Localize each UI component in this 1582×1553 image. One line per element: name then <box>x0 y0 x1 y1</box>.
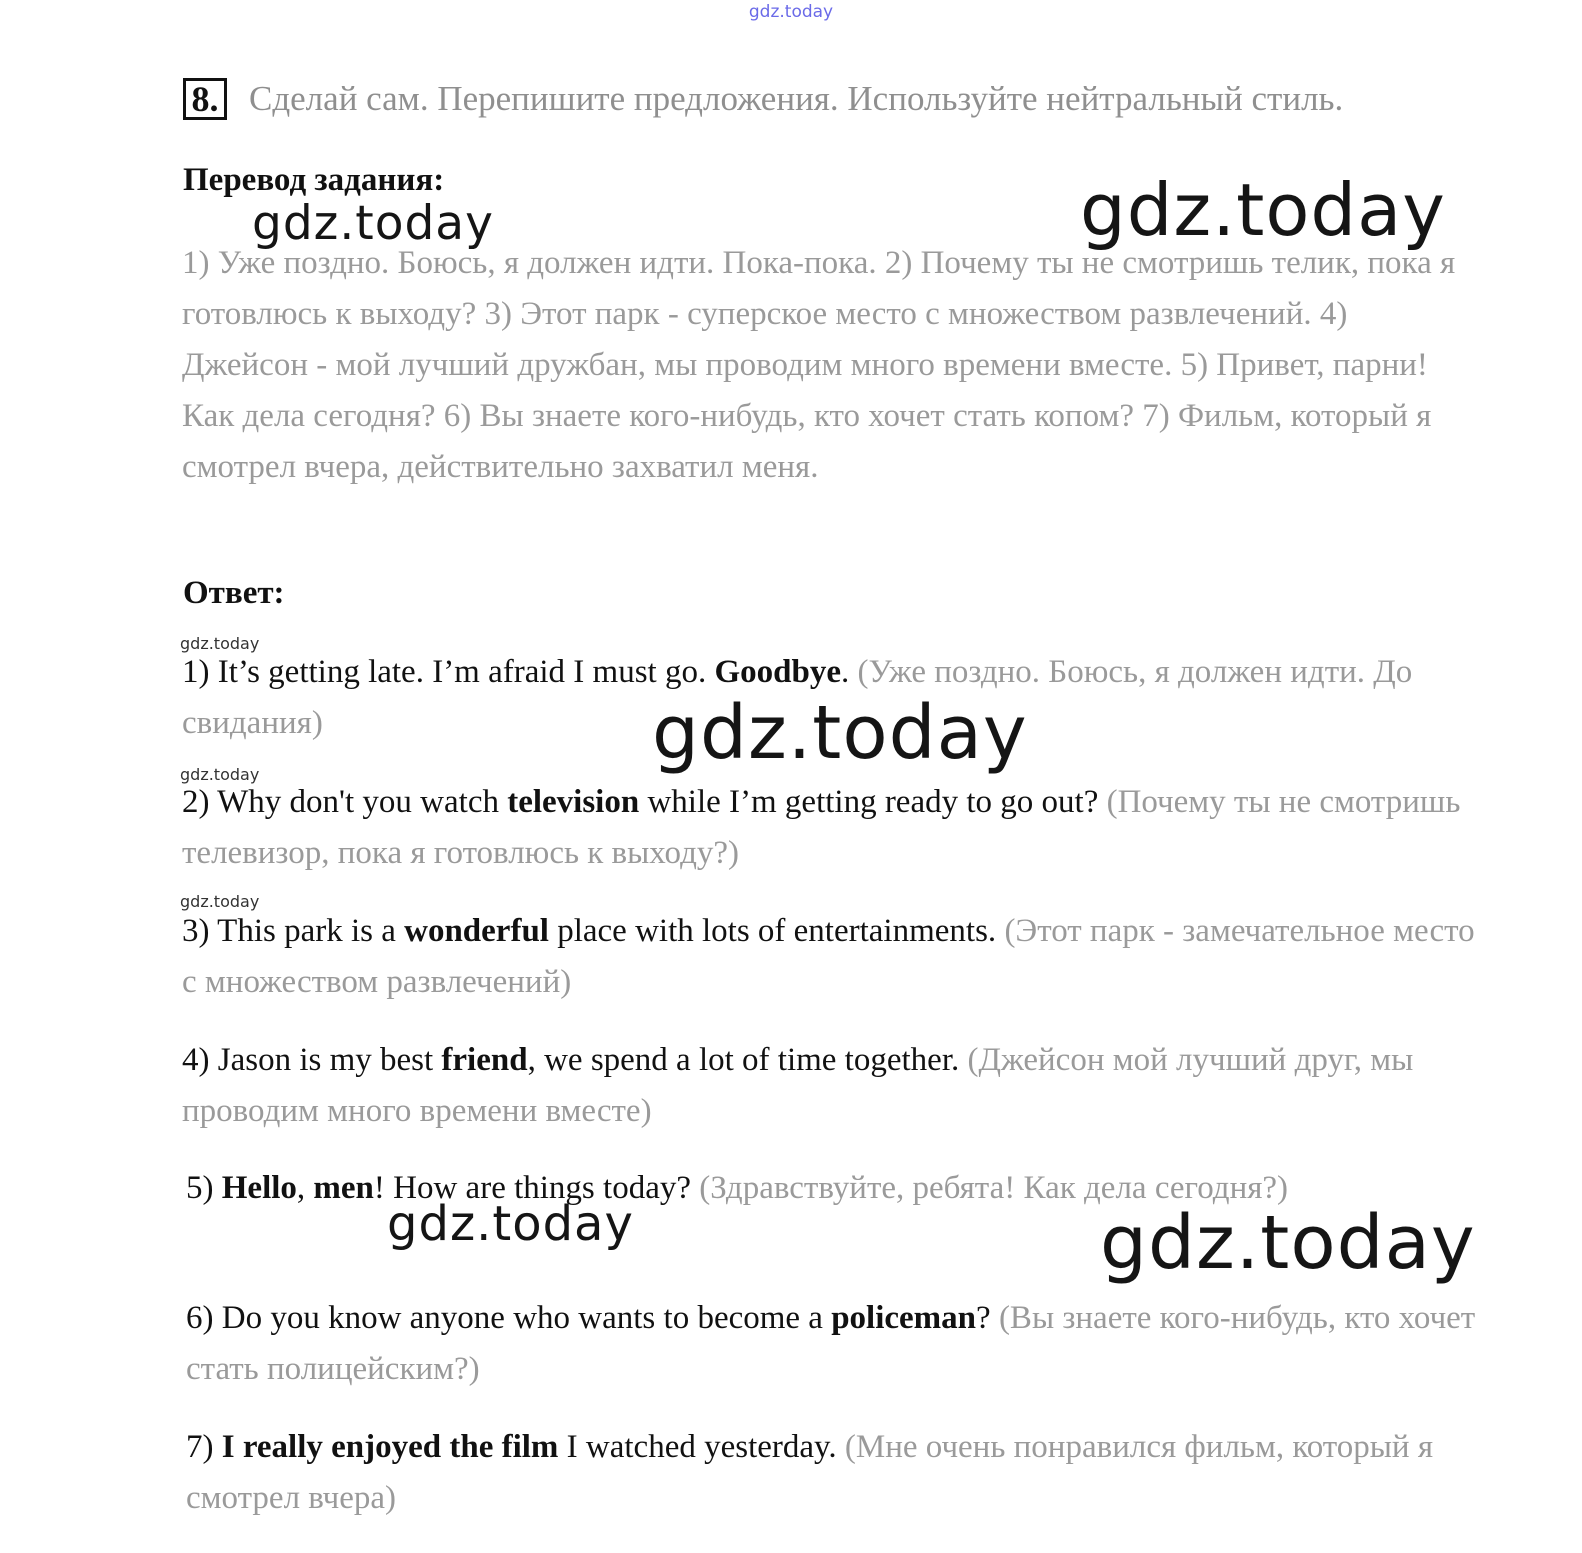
translation-heading: Перевод задания: <box>183 162 445 198</box>
translation-text: 1) Уже поздно. Боюсь, я должен идти. Пока-пока. 2) Почему ты не смотришь телик, пока я готовлюсь к выходу? 3) Этот парк - суперское место с множеством развлечений. 4) Джейсон - мой лучший дружбан, мы проводим много времени вместе. 5) Привет, парни! Как дела сегодня? 6) Вы знаете кого-нибудь, кто хочет стать копом? 7) Фильм, который я смотрел вчера, действительно захватил меня. <box>182 245 1456 485</box>
answer-english: Do you know anyone who wants to become a <box>221 1300 832 1336</box>
answer-item-6 <box>186 1293 1496 1395</box>
answer-keyword: Hello <box>221 1170 297 1206</box>
answer-heading: Ответ: <box>183 575 285 611</box>
answer-english: I watched yesterday. <box>558 1429 845 1465</box>
answer-keyword: men <box>313 1170 374 1206</box>
task-header <box>183 78 1343 120</box>
answer-english: ! How are things today? <box>373 1170 700 1206</box>
watermark: gdz.today <box>1080 168 1446 252</box>
watermark: gdz.today <box>1100 1200 1476 1286</box>
small-watermark: gdz.today <box>180 892 260 911</box>
watermark: gdz.today <box>387 1196 634 1252</box>
answer-keyword: wonderful <box>404 913 549 949</box>
answer-russian: (Уже поздно. Боюсь, я должен идти. До свидания) <box>182 654 1413 741</box>
answer-item-4 <box>182 1035 1492 1137</box>
answer-number: 7) <box>186 1429 222 1465</box>
watermark: gdz.today <box>652 690 1028 776</box>
answer-russian: (Почему ты не смотришь телевизор, пока я готовлюсь к выходу?) <box>182 784 1461 871</box>
answer-russian: (Вы знаете кого-нибудь, кто хочет стать полицейским?) <box>186 1300 1476 1387</box>
answer-number: 1) <box>182 654 218 690</box>
answer-english: , we spend a lot of time together. <box>527 1042 968 1078</box>
answer-item-3 <box>182 906 1492 1008</box>
answer-english: ? <box>976 1300 999 1336</box>
answer-number: 2) <box>182 784 218 820</box>
answer-english: . <box>841 654 858 690</box>
answer-keyword: television <box>507 784 640 820</box>
answer-russian: (Мне очень понравился фильм, который я смотрел вчера) <box>186 1429 1434 1516</box>
answer-russian: (Джейсон мой лучший друг, мы проводим много времени вместе) <box>182 1042 1414 1129</box>
answer-item-7 <box>186 1422 1496 1524</box>
task-number-box: 8. <box>183 78 227 120</box>
answer-keyword: policeman <box>831 1300 977 1336</box>
answer-english: , <box>296 1170 314 1206</box>
answer-english: Why don't you watch <box>217 784 508 820</box>
answer-number: 6) <box>186 1300 222 1336</box>
small-watermark: gdz.today <box>180 634 260 653</box>
answer-english: place with lots of entertainments. <box>548 913 1005 949</box>
answer-english: Jason is my best <box>217 1042 442 1078</box>
small-watermark: gdz.today <box>180 765 260 784</box>
answer-number: 3) <box>182 913 218 949</box>
answer-keyword: Goodbye <box>714 654 841 690</box>
top-watermark: gdz.today <box>748 2 834 22</box>
answer-item-2 <box>182 777 1492 879</box>
answer-russian: (Этот парк - замечательное место с множеством развлечений) <box>182 913 1475 1000</box>
answer-keyword: friend <box>441 1042 528 1078</box>
task-instruction: Сделай сам. Перепишите предложения. Используйте нейтральный стиль. <box>249 79 1344 118</box>
answer-russian: (Здравствуйте, ребята! Как дела сегодня?) <box>699 1170 1289 1206</box>
answer-number: 4) <box>182 1042 218 1078</box>
answer-keyword: I really enjoyed the film <box>221 1429 559 1465</box>
answer-number: 5) <box>186 1170 222 1206</box>
watermark: gdz.today <box>252 196 494 251</box>
answer-english: It’s getting late. I’m afraid I must go. <box>217 654 715 690</box>
answer-english: while I’m getting ready to go out? <box>639 784 1107 820</box>
answer-english: This park is a <box>217 913 405 949</box>
